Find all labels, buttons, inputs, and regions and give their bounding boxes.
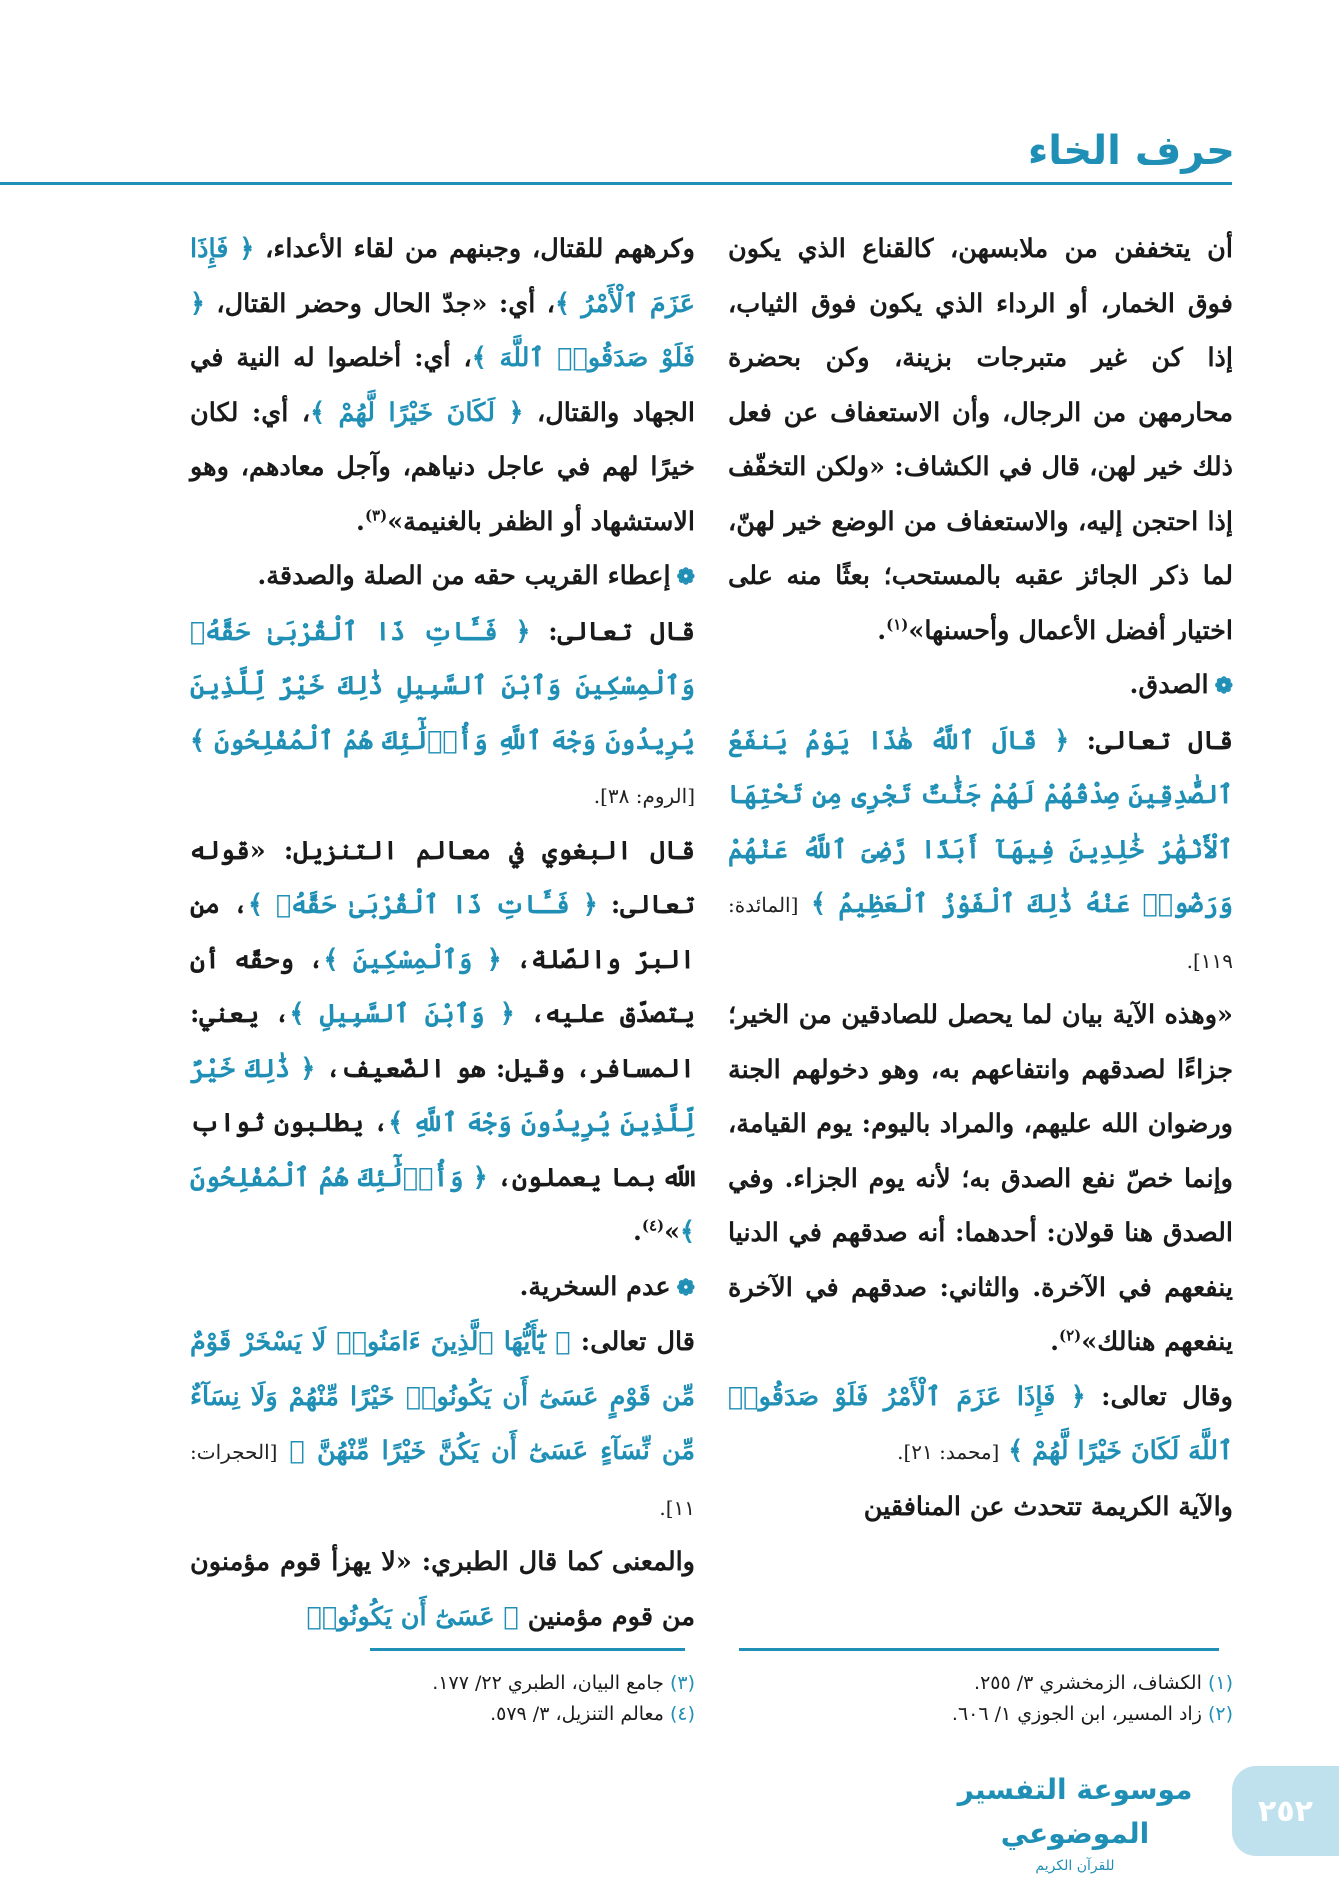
text-column-right xyxy=(728,222,1233,1782)
paragraph: قال تعالى: ﴿ فَـَٔاتِ ذَا ٱلْقُرْبَىٰ حَقَّهُۥ وَٱلْمِسْكِينَ وَٱبْنَ ٱلسَّبِيلِ ذَٰلِكَ خَيْرٌ لِّلَّذِينَ يُرِيدُونَ وَجْهَ ٱللَّهِ وَأُو۟لَٰٓئِكَ هُمُ ٱلْمُفْلِحُونَ ﴾ [الروم: ٣٨]. xyxy=(190,616,695,808)
section-heading: ❁إعطاء القريب حقه من الصلة والصدقة. xyxy=(257,561,695,591)
quran-verse: ﴿ فَـَٔاتِ ذَا ٱلْقُرْبَىٰ حَقَّهُۥ ﴾ xyxy=(247,890,598,920)
flower-ornament-icon: ❁ xyxy=(1214,673,1233,699)
flower-ornament-icon: ❁ xyxy=(676,564,695,590)
quran-verse: ﴿ وَٱلْمِسْكِينَ ﴾ xyxy=(323,944,502,975)
footnote-number: (٢) xyxy=(1207,1703,1233,1725)
verse-source: [الروم: ٣٨]. xyxy=(593,784,695,808)
quran-verse: ﴿ عَسَىٰٓ أَن يَكُونُوا۟ xyxy=(306,1601,519,1632)
verse-source: [الحجرات: ١١]. xyxy=(190,1440,695,1520)
paragraph: والآية الكريمة تتحدث عن المنافقين xyxy=(863,1491,1233,1522)
quran-verse: ﴿ لَكَانَ خَيْرًا لَّهُمْ ﴾ xyxy=(310,397,524,428)
verse-source: [المائدة: ١١٩]. xyxy=(728,893,1233,973)
quran-verse: ﴿ فَإِذَا عَزَمَ ٱلْأَمْرُ ﴾ xyxy=(190,234,695,319)
logo-main-text: موسوعة التفسير الموضوعي xyxy=(957,1773,1193,1850)
paragraph: «وهذه الآية بيان لما يحصل للصادقين من الخير؛ جزاءًا لصدقهم وانتفاعهم به، وهو دخولهم الجنة ورضوان الله عليهم، والمراد باليوم: يوم القيامة، وإنما خصّ نفع الصدق به؛ لأنه يوم الجزاء. وفي الصدق هنا قولان: أحدهما: أنه صدقهم في الدنيا ينفعهم في الآخرة. والثاني: صدقهم في الآخرة ينفعهم هنالك»$^{(٢)}$. xyxy=(728,1000,1233,1357)
encyclopedia-logo xyxy=(930,1768,1220,1874)
footnotes-left xyxy=(190,1668,695,1730)
flower-ornament-icon: ❁ xyxy=(676,1274,695,1301)
footnote-ref[interactable]: (٢) xyxy=(1059,1326,1082,1345)
quran-verse: ﴿ فَإِذَا عَزَمَ ٱلْأَمْرُ فَلَوْ صَدَقُوا۟ ٱللَّهَ لَكَانَ خَيْرًا لَّهُمْ ﴾ xyxy=(728,1381,1233,1466)
page-number-badge: ٢٥٢ xyxy=(1232,1766,1339,1856)
page-header-title: حرف الخاء xyxy=(1027,128,1235,174)
footnote-text: زاد المسير، ابن الجوزي ١/ ٦٠٦. xyxy=(951,1703,1202,1725)
footnote-item xyxy=(190,1699,695,1730)
footnote-item xyxy=(190,1668,695,1699)
footnote-item xyxy=(728,1699,1233,1730)
paragraph: وقال تعالى: ﴿ فَإِذَا عَزَمَ ٱلْأَمْرُ فَلَوْ صَدَقُوا۟ ٱللَّهَ لَكَانَ خَيْرًا لَّهُمْ ﴾ [محمد: ٢١]. xyxy=(728,1381,1233,1466)
paragraph: أن يتخففن من ملابسهن، كالقناع الذي يكون فوق الخمار، أو الرداء الذي يكون فوق الثياب، إذا كن غير متبرجات بزينة، وكن بحضرة محارمهن من الرجال، وأن الاستعفاف عن فعل ذلك خير لهن، قال في الكشاف: «ولكن التخفّف إذا احتجن إليه، والاستعفاف من الوضع خير لهنّ، لما ذكر الجائز عقبه بالمستحب؛ بعثًا منه على اختيار أفضل الأعمال وأحسنها»$^{(١)}$. xyxy=(728,234,1233,646)
paragraph: قال تعالى: ﴿ يَٰٓأَيُّهَا ٱلَّذِينَ ءَامَنُوا۟ لَا يَسْخَرْ قَوْمٌ مِّن قَوْمٍ عَسَىٰٓ أَن يَكُونُوا۟ خَيْرًا مِّنْهُمْ وَلَا نِسَآءٌ مِّن نِّسَآءٍ عَسَىٰٓ أَن يَكُنَّ خَيْرًا مِّنْهُنَّ ﴾ [الحجرات: ١١]. xyxy=(190,1327,695,1520)
footnote-item xyxy=(728,1668,1233,1699)
quran-verse: ﴿ فَـَٔاتِ ذَا ٱلْقُرْبَىٰ حَقَّهُۥ وَٱلْمِسْكِينَ وَٱبْنَ ٱلسَّبِيلِ ذَٰلِكَ خَيْرٌ لِّلَّذِينَ يُرِيدُونَ وَجْهَ ٱللَّهِ وَأُو۟لَٰٓئِكَ هُمُ ٱلْمُفْلِحُونَ ﴾ xyxy=(190,616,695,756)
footnote-text: الكشاف، الزمخشري ٣/ ٢٥٥. xyxy=(974,1672,1202,1694)
footnote-ref[interactable]: (١) xyxy=(886,615,909,633)
footnote-number: (٤) xyxy=(669,1703,695,1725)
section-heading: ❁عدم السخرية. xyxy=(519,1271,695,1302)
footnote-ref[interactable]: (٤) xyxy=(641,1216,665,1235)
quran-verse: ﴿ ذَٰلِكَ خَيْرٌ لِّلَّذِينَ يُرِيدُونَ وَجْهَ ٱللَّهِ ﴾ xyxy=(190,1053,695,1138)
footnote-divider xyxy=(739,1648,1219,1651)
footnote-number: (٣) xyxy=(669,1672,695,1694)
quran-verse: ﴿ وَٱبْنَ ٱلسَّبِيلِ ﴾ xyxy=(289,999,515,1029)
quran-verse: ﴿ قَالَ ٱللَّهُ هَٰذَا يَوْمُ يَنفَعُ ٱلصَّٰدِقِينَ صِدْقُهُمْ لَهُمْ جَنَّٰتٌ تَجْرِى مِن تَحْتِهَا ٱلْأَنْهَٰرُ خَٰلِدِينَ فِيهَآ أَبَدًا رَّضِىَ ٱللَّهُ عَنْهُمْ وَرَضُوا۟ عَنْهُ ذَٰلِكَ ٱلْفَوْزُ ٱلْعَظِيمُ ﴾ xyxy=(728,725,1233,919)
footnotes-right xyxy=(728,1668,1233,1730)
verse-source: [محمد: ٢١]. xyxy=(897,1440,1000,1464)
paragraph: قال تعالى: ﴿ قَالَ ٱللَّهُ هَٰذَا يَوْمُ يَنفَعُ ٱلصَّٰدِقِينَ صِدْقُهُمْ لَهُمْ جَنَّٰتٌ تَجْرِى مِن تَحْتِهَا ٱلْأَنْهَٰرُ خَٰلِدِينَ فِيهَآ أَبَدًا رَّضِىَ ٱللَّهُ عَنْهُمْ وَرَضُوا۟ عَنْهُ ذَٰلِكَ ٱلْفَوْزُ ٱلْعَظِيمُ ﴾ [المائدة: ١١٩]. xyxy=(728,725,1233,973)
quran-verse: ﴿ فَلَوْ صَدَقُوا۟ ٱللَّهَ ﴾ xyxy=(190,288,695,373)
footnote-divider xyxy=(370,1648,685,1651)
footnote-text: جامع البيان، الطبري ٢٢/ ١٧٧. xyxy=(432,1672,664,1694)
section-heading: ❁الصدق. xyxy=(1129,670,1233,700)
paragraph: والمعنى كما قال الطبري: «لا يهزأ قوم مؤمنون من قوم مؤمنين ﴿ عَسَىٰٓ أَن يَكُونُوا۟ xyxy=(190,1547,695,1632)
quran-verse: ﴿ يَٰٓأَيُّهَا ٱلَّذِينَ ءَامَنُوا۟ لَا يَسْخَرْ قَوْمٌ مِّن قَوْمٍ عَسَىٰٓ أَن يَكُونُوا۟ خَيْرًا مِّنْهُمْ وَلَا نِسَآءٌ مِّن نِّسَآءٍ عَسَىٰٓ أَن يَكُنَّ خَيْرًا مِّنْهُنَّ ﴾ xyxy=(190,1327,695,1466)
footnote-text: معالم التنزيل، ٣/ ٥٧٩. xyxy=(490,1703,664,1725)
logo-sub-text: للقرآن الكريم xyxy=(1035,1858,1115,1874)
footnote-number: (١) xyxy=(1207,1672,1233,1694)
paragraph: وكرههم للقتال، وجبنهم من لقاء الأعداء، ﴿ فَإِذَا عَزَمَ ٱلْأَمْرُ ﴾، أي: «جدّ الحال وحضر القتال، ﴿ فَلَوْ صَدَقُوا۟ ٱللَّهَ ﴾، أي: أخلصوا له النية في الجهاد والقتال، ﴿ لَكَانَ خَيْرًا لَّهُمْ ﴾، أي: لكان خيرًا لهم في عاجل دنياهم، وآجل معادهم، وهو الاستشهاد أو الظفر بالغنيمة»$^{(٣)}$. xyxy=(190,234,695,537)
header-divider xyxy=(0,182,1232,185)
quran-verse: ﴿ وَأُو۟لَٰٓئِكَ هُمُ ٱلْمُفْلِحُونَ ﴾ xyxy=(190,1162,695,1247)
text-column-left xyxy=(190,222,695,1782)
paragraph: قال البغوي في معالم التنزيل: «قوله تعالى: ﴿ فَـَٔاتِ ذَا ٱلْقُرْبَىٰ حَقَّهُۥ ﴾، من البرّ والصّلة، ﴿ وَٱلْمِسْكِينَ ﴾، وحقّه أن يتصدّق عليه، ﴿ وَٱبْنَ ٱلسَّبِيلِ ﴾، يعني: المسافر، وقيل: هو الضّعيف، ﴿ ذَٰلِكَ خَيْرٌ لِّلَّذِينَ يُرِيدُونَ وَجْهَ ٱللَّهِ ﴾، يطلبون ثواب اللّه بما يعملون، ﴿ وَأُو۟لَٰٓئِكَ هُمُ ٱلْمُفْلِحُونَ ﴾»$^{(٤)}$. xyxy=(190,835,696,1247)
footnote-ref[interactable]: (٣) xyxy=(364,506,388,524)
